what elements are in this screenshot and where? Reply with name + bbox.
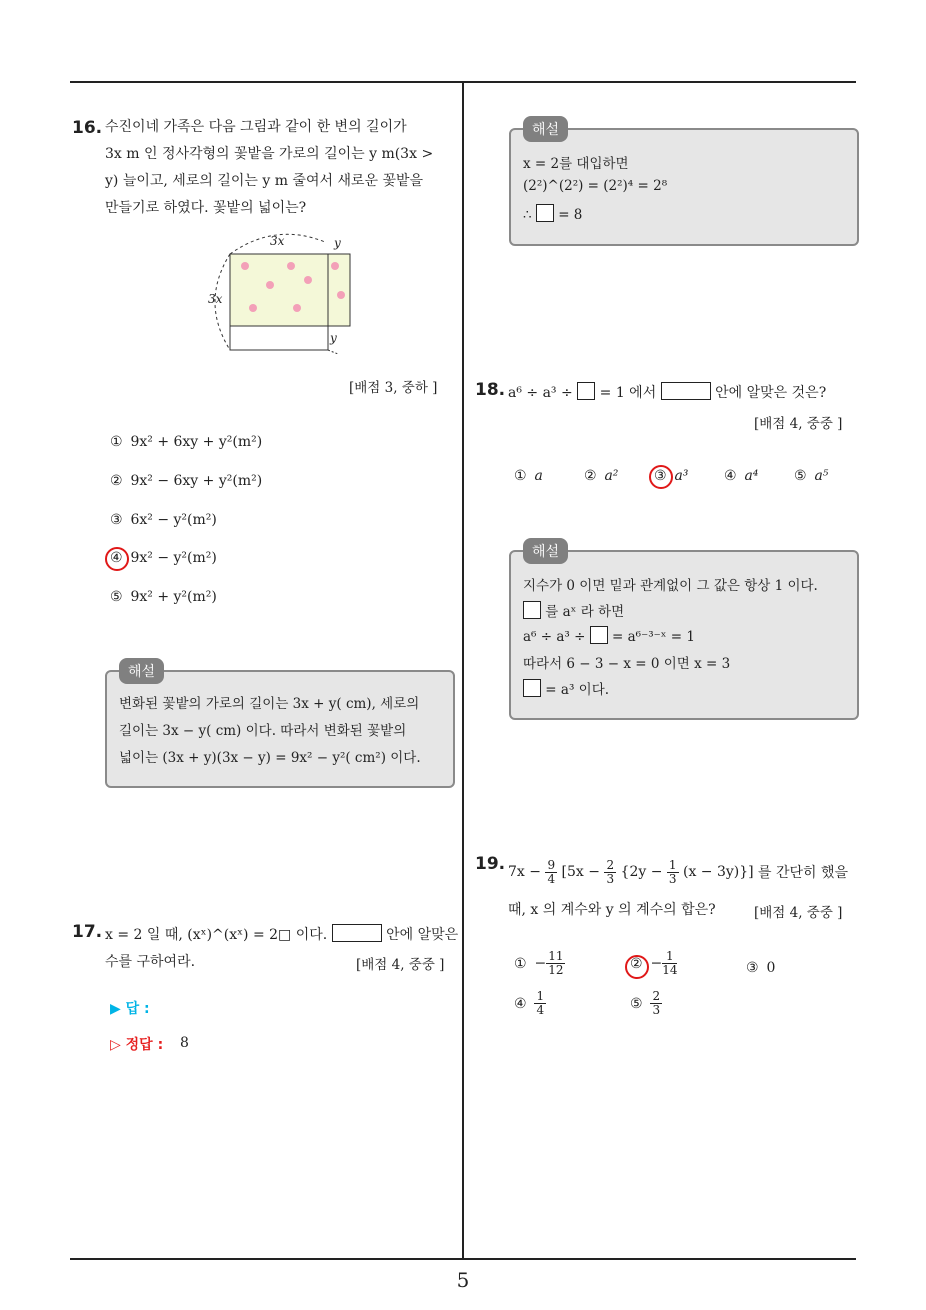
- solution-tag: 해설: [119, 658, 164, 684]
- blank-square: [590, 626, 608, 644]
- solution-line: 변화된 꽃밭의 가로의 길이는 3x + y( cm), 세로의: [119, 696, 420, 712]
- blank-square: [536, 204, 554, 222]
- question-text: a⁶ ÷ a³ ÷ = 1 에서 안에 알맞은 것은?: [508, 380, 826, 407]
- option-1[interactable]: ① 9x² + 6xy + y²(m²): [110, 434, 263, 450]
- solution-line: 지수가 0 이면 밑과 관계없이 그 값은 항상 1 이다.: [523, 578, 818, 594]
- solution-line: 를 aˣ 라 하면: [523, 600, 624, 620]
- option-4[interactable]: ④ a⁴: [724, 468, 759, 484]
- question-text: [105, 114, 455, 222]
- fraction: $\frac{1}{3}$: [668, 857, 677, 886]
- solution-line: 넓이는 (3x + y)(3x − y) = 9x² − y²( cm²) 이다.: [119, 750, 421, 766]
- solution-box: [509, 544, 859, 720]
- selected-answer-mark: [105, 547, 129, 571]
- solution-line: x = 2를 대입하면: [523, 156, 629, 172]
- option-2[interactable]: ② 9x² − 6xy + y²(m²): [110, 473, 263, 489]
- score-label: [배점 4, 중중 ]: [356, 957, 445, 973]
- figure-label-side: 3x: [208, 292, 223, 306]
- question-line: 만들기로 하였다. 꽃밭의 넓이는?: [105, 200, 307, 216]
- question-line: 수를 구하여라.: [105, 954, 196, 970]
- solution-box: [105, 664, 455, 788]
- figure-label-y-top: y: [334, 236, 341, 250]
- page-number: 5: [456, 1268, 470, 1292]
- fraction: $\frac{9}{4}$: [547, 857, 556, 886]
- score-label: [배점 3, 중하 ]: [349, 380, 438, 396]
- question-number: 18.: [475, 380, 506, 400]
- solution-line: = a³ 이다.: [523, 678, 609, 698]
- option-2[interactable]: ② − $\frac{1}{14}$: [630, 949, 678, 977]
- blank-square: [523, 679, 541, 697]
- answer-label[interactable]: ▶ 답 :: [110, 1001, 150, 1017]
- question-number: 16.: [72, 118, 103, 138]
- bottom-rule: [70, 1258, 856, 1260]
- option-1[interactable]: ① a: [514, 468, 543, 484]
- option-4[interactable]: ④ $\frac{1}{4}$: [514, 989, 545, 1017]
- fraction: $\frac{2}{3}$: [606, 857, 615, 886]
- column-divider: [462, 83, 464, 1260]
- question-number: 17.: [72, 922, 103, 942]
- solution-box-17: [509, 122, 859, 246]
- option-3[interactable]: ③ 6x² − y²(m²): [110, 512, 217, 528]
- option-5[interactable]: ⑤ 9x² + y²(m²): [110, 589, 217, 605]
- answer-blank: [332, 924, 382, 942]
- question-line: 때, x 의 계수와 y 의 계수의 합은?: [508, 902, 716, 918]
- question-line: 를 간단히 했을: [758, 865, 849, 881]
- solution-tag: 해설: [523, 538, 568, 564]
- option-3[interactable]: ③ 0: [746, 960, 776, 976]
- score-label: [배점 4, 중중 ]: [754, 905, 843, 921]
- blank-square: [523, 601, 541, 619]
- correct-answer-value: 8: [180, 1035, 189, 1051]
- question-line: 수진이네 가족은 다음 그림과 같이 한 변의 길이가: [105, 119, 407, 135]
- question-expression: 7x − $\frac{9}{4}$ [5x − $\frac{2}{3}$ {2y − $\frac{1}{3}$ (x − 3y)}]: [508, 857, 754, 886]
- selected-answer-mark: [649, 465, 673, 489]
- solution-line: a⁶ ÷ a³ ÷ = a⁶⁻³⁻ˣ = 1: [523, 626, 695, 645]
- score-label: [배점 4, 중중 ]: [754, 416, 843, 432]
- option-5[interactable]: ⑤ $\frac{2}{3}$: [630, 989, 661, 1017]
- question-number: 19.: [475, 854, 506, 874]
- option-4[interactable]: ④ 9x² − y²(m²): [110, 550, 217, 566]
- solution-line: (2²)^(2²) = (2²)⁴ = 2⁸: [523, 178, 668, 194]
- question-line: y) 늘이고, 세로의 길이는 y m 줄여서 새로운 꽃밭을: [105, 173, 424, 189]
- selected-answer-mark: [625, 955, 649, 979]
- option-1[interactable]: ① − $\frac{11}{12}$: [514, 949, 564, 977]
- correct-answer-label: ▷ 정답 :: [110, 1037, 164, 1053]
- solution-line: 따라서 6 − 3 − x = 0 이면 x = 3: [523, 656, 731, 672]
- blank-square: [577, 382, 595, 400]
- question-line: 3x m 인 정사각형의 꽃밭을 가로의 길이는 y m(3x >: [105, 146, 434, 162]
- solution-line: 길이는 3x − y( cm) 이다. 따라서 변화된 꽃밭의: [119, 723, 407, 739]
- option-2[interactable]: ② a²: [584, 468, 619, 484]
- question-text: x = 2 일 때, (xˣ)^(xˣ) = 2□ 이다. 안에 알맞은: [105, 922, 458, 949]
- solution-line: ∴ = 8: [523, 204, 582, 223]
- option-5[interactable]: ⑤ a⁵: [794, 468, 829, 484]
- figure-label-y-bottom: y: [330, 331, 337, 345]
- solution-tag: 해설: [523, 116, 568, 142]
- option-3[interactable]: ③ a³: [654, 468, 689, 484]
- answer-blank: [661, 382, 711, 400]
- figure-label-top: 3x: [270, 234, 285, 248]
